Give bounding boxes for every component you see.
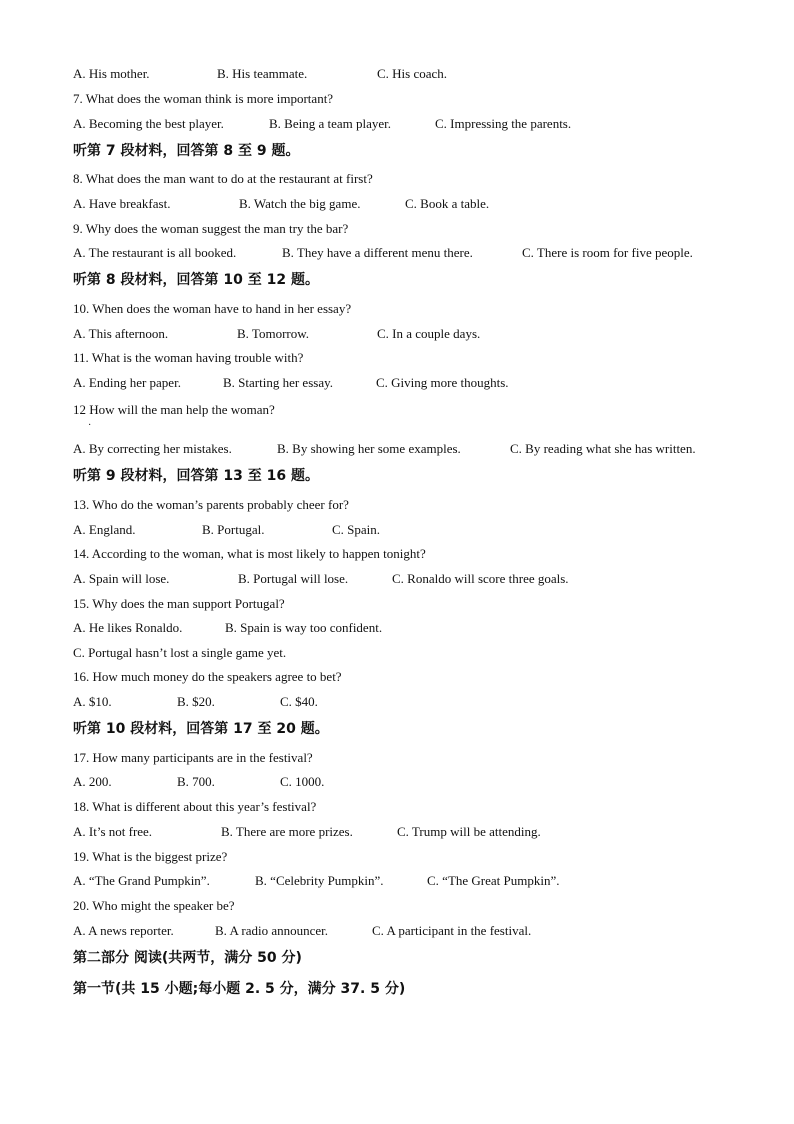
q16-question: 16. How much money do the speakers agree to bet? — [73, 669, 342, 684]
q8-option-a: A. Have breakfast. — [73, 196, 171, 211]
q11-question: 11. What is the woman having trouble with? — [73, 350, 304, 365]
q20-option-b: B. A radio announcer. — [215, 923, 329, 938]
q15-question: 15. Why does the man support Portugal? — [73, 596, 285, 611]
q10-option-a: A. This afternoon. — [73, 326, 169, 341]
q18-question: 18. What is different about this year’s festival? — [73, 799, 317, 814]
q13-option-b: B. Portugal. — [202, 522, 265, 537]
q12-option-c: C. By reading what she has written. — [510, 441, 696, 456]
q7-option-c: C. Impressing the parents. — [435, 116, 572, 131]
section-heading-9: 听第 9 段材料，回答第 13 至 16 题。 — [73, 468, 319, 484]
q9-option-a: A. The restaurant is all booked. — [73, 245, 237, 260]
q19-option-b: B. “Celebrity Pumpkin”. — [255, 873, 384, 888]
q18-option-b: B. There are more prizes. — [221, 824, 353, 839]
q7-option-b: B. Being a team player. — [269, 116, 392, 131]
q14-option-c: C. Ronaldo will score three goals. — [392, 571, 569, 586]
q20-option-c: C. A participant in the festival. — [372, 923, 532, 938]
q15-option-b: B. Spain is way too confident. — [225, 620, 383, 635]
q17-question: 17. How many participants are in the festival? — [73, 750, 313, 765]
q19-question: 19. What is the biggest prize? — [73, 849, 228, 864]
q17-option-b: B. 700. — [177, 774, 215, 789]
q13-option-c: C. Spain. — [332, 522, 381, 537]
q13-option-a: A. England. — [73, 522, 136, 537]
q19-option-c: C. “The Great Pumpkin”. — [427, 873, 560, 888]
q7-question: 7. What does the woman think is more important? — [73, 91, 334, 106]
q8-option-c: C. Book a table. — [405, 196, 490, 211]
q8-option-b: B. Watch the big game. — [239, 196, 361, 211]
q11-option-c: C. Giving more thoughts. — [376, 375, 509, 390]
q9-option-c: C. There is room for five people. — [522, 245, 693, 260]
section-one-heading: 第一节(共 15 小题;每小题 2. 5 分，满分 37. 5 分) — [73, 981, 406, 997]
q16-option-b: B. $20. — [177, 694, 215, 709]
q15-option-a: A. He likes Ronaldo. — [73, 620, 183, 635]
section-heading-10: 听第 10 段材料，回答第 17 至 20 题。 — [73, 721, 329, 737]
q14-option-a: A. Spain will lose. — [73, 571, 170, 586]
q11-option-b: B. Starting her essay. — [223, 375, 333, 390]
q9-question: 9. Why does the woman suggest the man try the bar? — [73, 221, 349, 236]
q16-option-c: C. $40. — [280, 694, 318, 709]
q13-question: 13. Who do the woman’s parents probably cheer for? — [73, 497, 349, 512]
q6-option-a: A. His mother. — [73, 66, 150, 81]
section-heading-7: 听第 7 段材料，回答第 8 至 9 题。 — [73, 143, 300, 159]
q8-question: 8. What does the man want to do at the restaurant at first? — [73, 171, 373, 186]
q20-question: 20. Who might the speaker be? — [73, 898, 235, 913]
q16-option-a: A. $10. — [73, 694, 112, 709]
section-heading-8: 听第 8 段材料，回答第 10 至 12 题。 — [73, 272, 319, 288]
q12-option-a: A. By correcting her mistakes. — [73, 441, 232, 456]
q10-question: 10. When does the woman have to hand in her essay? — [73, 301, 352, 316]
q17-option-a: A. 200. — [73, 774, 112, 789]
q10-option-b: B. Tomorrow. — [237, 326, 310, 341]
q14-option-b: B. Portugal will lose. — [238, 571, 349, 586]
q9-option-b: B. They have a different menu there. — [282, 245, 473, 260]
q14-question: 14. According to the woman, what is most likely to happen tonight? — [73, 546, 426, 561]
part-two-heading: 第二部分 阅读(共两节，满分 50 分) — [73, 950, 302, 966]
q18-option-a: A. It’s not free. — [73, 824, 153, 839]
q15-option-c: C. Portugal hasn’t lost a single game yet. — [73, 645, 287, 660]
q10-option-c: C. In a couple days. — [377, 326, 481, 341]
q19-option-a: A. “The Grand Pumpkin”. — [73, 873, 210, 888]
q7-option-a: A. Becoming the best player. — [73, 116, 224, 131]
q6-option-c: C. His coach. — [377, 66, 448, 81]
q6-option-b: B. His teammate. — [217, 66, 308, 81]
q11-option-a: A. Ending her paper. — [73, 375, 181, 390]
stray-dot: · — [88, 420, 92, 431]
q12-option-b: B. By showing her some examples. — [277, 441, 461, 456]
q18-option-c: C. Trump will be attending. — [397, 824, 541, 839]
q12-question: 12 How will the man help the woman? — [73, 402, 275, 417]
q20-option-a: A. A news reporter. — [73, 923, 174, 938]
q17-option-c: C. 1000. — [280, 774, 325, 789]
